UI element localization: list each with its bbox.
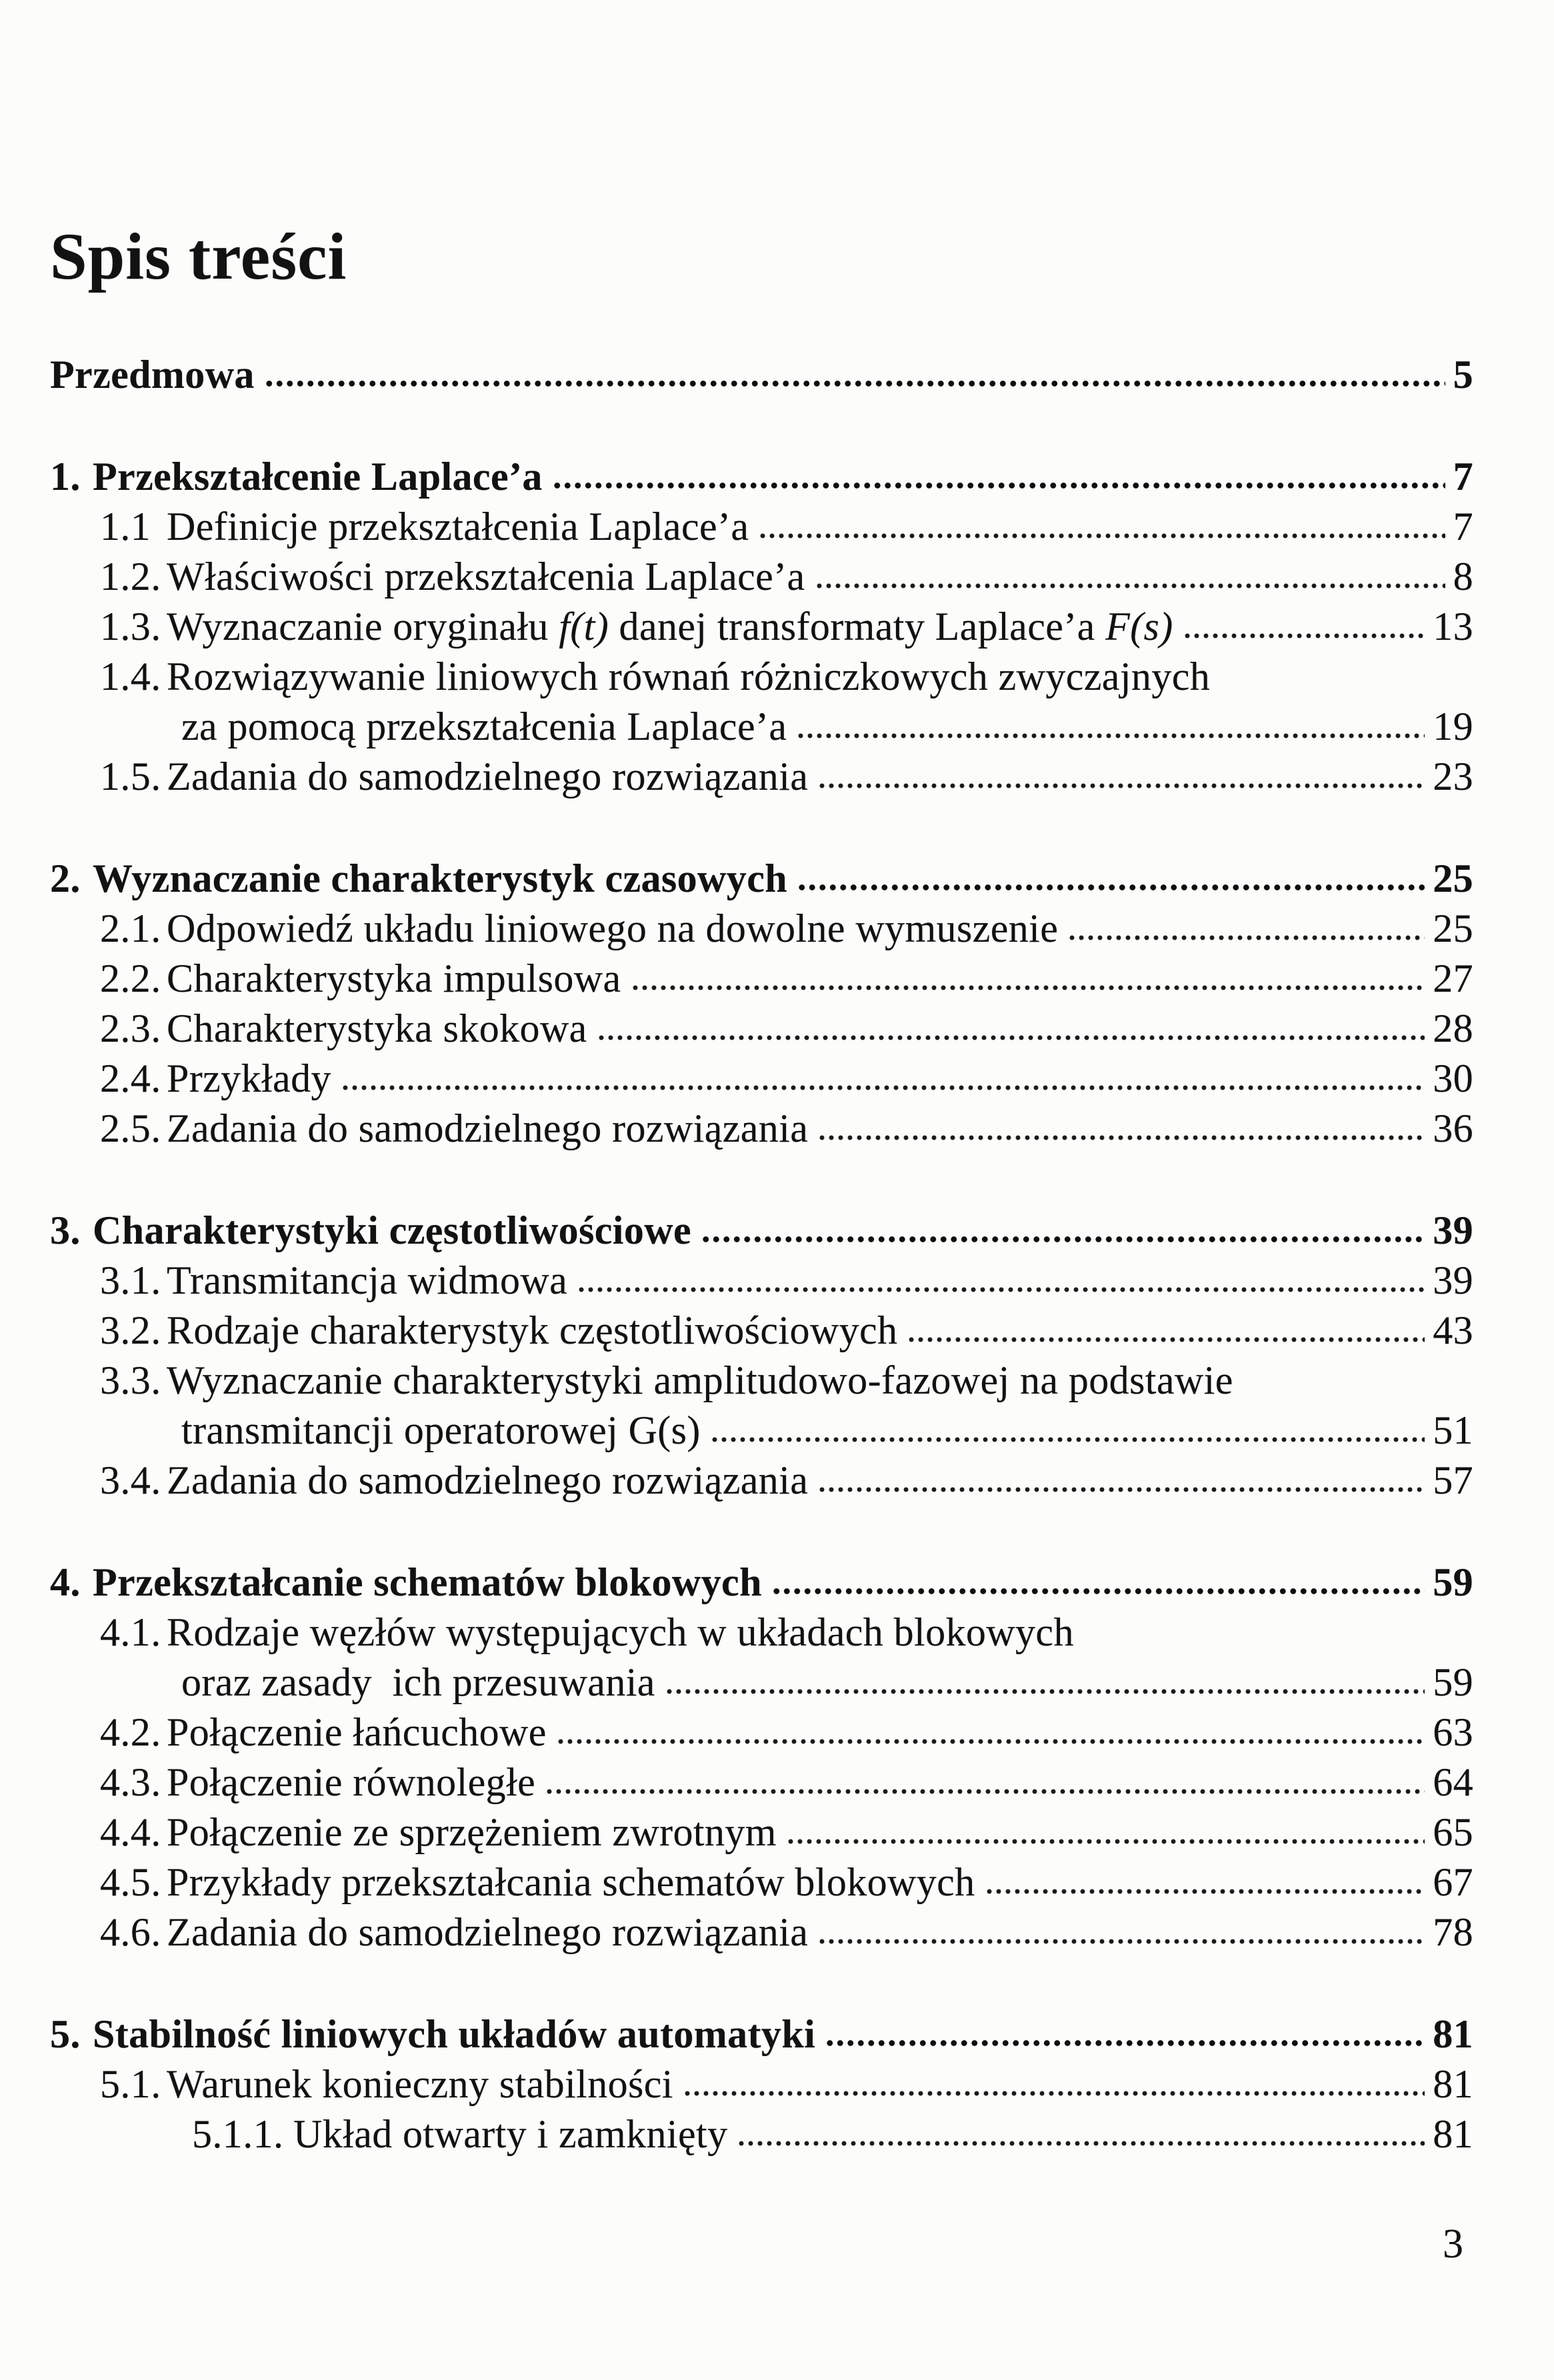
entry-label: Przedmowa — [50, 353, 255, 397]
entry-label: Właściwości przekształcenia Laplace’a — [167, 555, 805, 598]
entry-label: Rodzaje charakterystyk częstotliwościowych — [167, 1308, 898, 1352]
toc-entry — [50, 1708, 1473, 1758]
entry-label: Charakterystyka impulsowa — [167, 956, 621, 1000]
entry-page-number: 36 — [1433, 1106, 1473, 1150]
toc-entry-preface — [50, 350, 1473, 400]
dot-leader — [771, 1587, 1425, 1596]
toc-entry — [50, 502, 1473, 552]
dot-leader — [545, 1787, 1425, 1795]
entry-page-number: 7 — [1453, 505, 1473, 549]
entry-number: 4.6. — [100, 1910, 161, 1954]
entry-number: 2. — [50, 856, 81, 900]
entry-page-number: 64 — [1433, 1760, 1473, 1804]
entry-page-number: 8 — [1453, 555, 1473, 598]
entry-page-number: 81 — [1433, 2112, 1473, 2156]
toc-entry — [50, 1807, 1473, 1857]
entry-label: Warunek konieczny stabilności — [167, 2062, 673, 2106]
dot-leader — [341, 1084, 1425, 1092]
entry-label: Zadania do samodzielnego rozwiązania — [167, 754, 809, 798]
toc-section-4 — [50, 1558, 1473, 1957]
toc-section-1 — [50, 452, 1473, 802]
entry-number: 4.2. — [100, 1710, 161, 1754]
entry-label: oraz zasady ich przesuwania — [181, 1660, 655, 1704]
entry-page-number: 57 — [1433, 1458, 1473, 1502]
toc-entry — [50, 1104, 1473, 1154]
toc-entry-continuation — [50, 1658, 1473, 1708]
toc-entry-chapter — [50, 1558, 1473, 1608]
entry-number: 2.1. — [100, 906, 161, 950]
toc-entry-first-line — [50, 1608, 1473, 1658]
dot-leader — [786, 1837, 1425, 1845]
entry-page-number: 65 — [1433, 1810, 1473, 1854]
dot-leader — [817, 1134, 1425, 1142]
entry-number: 3.2. — [100, 1308, 161, 1352]
entry-page-number: 23 — [1433, 754, 1473, 798]
dot-leader — [264, 379, 1445, 388]
entry-number: 3.4. — [100, 1458, 161, 1502]
entry-label: Połączenie ze sprzężeniem zwrotnym — [167, 1810, 777, 1854]
entry-label: Układ otwarty i zamknięty — [293, 2112, 728, 2156]
entry-label: Zadania do samodzielnego rozwiązania — [167, 1910, 809, 1954]
entry-number: 3. — [50, 1208, 81, 1252]
toc-entry — [50, 1456, 1473, 1506]
entry-label: Odpowiedź układu liniowego na dowolne wymuszenie — [167, 906, 1059, 950]
toc-entry-chapter — [50, 854, 1473, 904]
dot-leader — [815, 582, 1445, 590]
toc-section-2 — [50, 854, 1473, 1154]
dot-leader — [817, 1486, 1425, 1494]
toc-entry-chapter — [50, 1206, 1473, 1256]
dot-leader — [710, 1436, 1425, 1444]
toc-entry — [50, 1256, 1473, 1306]
toc-entry-first-line — [50, 652, 1473, 702]
entry-page-number: 81 — [1433, 2062, 1473, 2106]
entry-label: Wyznaczanie charakterystyk czasowych — [93, 856, 787, 900]
entry-number: 2.3. — [100, 1006, 161, 1050]
dot-leader — [737, 2139, 1425, 2147]
dot-leader — [631, 984, 1425, 992]
entry-label-italic-fs: F(s) — [1105, 604, 1173, 648]
entry-label: Połączenie łańcuchowe — [167, 1710, 547, 1754]
dot-leader — [817, 782, 1425, 790]
entry-page-number: 13 — [1433, 604, 1473, 648]
entry-label: Definicje przekształcenia Laplace’a — [167, 505, 749, 549]
toc-section-3 — [50, 1206, 1473, 1506]
entry-number: 5. — [50, 2012, 81, 2056]
toc-entry — [50, 1054, 1473, 1104]
entry-number: 4.1. — [100, 1610, 161, 1654]
dot-leader — [577, 1286, 1425, 1294]
toc-entry — [50, 1907, 1473, 1957]
entry-page-number: 59 — [1433, 1660, 1473, 1704]
toc-entry — [50, 602, 1473, 652]
entry-label: Przykłady przekształcania schematów blokowych — [167, 1860, 975, 1904]
toc-entry — [50, 1758, 1473, 1807]
entry-label: Zadania do samodzielnego rozwiązania — [167, 1458, 809, 1502]
table-of-contents — [50, 350, 1473, 2159]
entry-label-text: Wyznaczanie oryginału — [167, 604, 559, 648]
entry-number: 4.3. — [100, 1760, 161, 1804]
dot-leader — [758, 532, 1445, 540]
entry-page-number: 63 — [1433, 1710, 1473, 1754]
entry-label: transmitancji operatorowej G(s) — [181, 1408, 701, 1452]
dot-leader — [825, 2039, 1425, 2047]
toc-entry — [50, 1004, 1473, 1054]
entry-label: Przekształcenie Laplace’a — [93, 455, 543, 499]
toc-entry-continuation — [50, 1406, 1473, 1456]
entry-page-number: 43 — [1433, 1308, 1473, 1352]
dot-leader — [597, 1034, 1425, 1042]
entry-label: Połączenie równoległe — [167, 1760, 536, 1804]
dot-leader — [1067, 934, 1425, 942]
toc-entry-first-line — [50, 1356, 1473, 1406]
dot-leader — [556, 1738, 1425, 1746]
entry-label: Transmitancja widmowa — [167, 1258, 568, 1302]
toc-entry — [50, 904, 1473, 954]
entry-label: Charakterystyka skokowa — [167, 1006, 587, 1050]
entry-page-number: 7 — [1453, 455, 1473, 499]
entry-number: 3.1. — [100, 1258, 161, 1302]
entry-page-number: 5 — [1453, 353, 1473, 397]
entry-number: 1.3. — [100, 604, 161, 648]
entry-page-number: 28 — [1433, 1006, 1473, 1050]
entry-number: 4.4. — [100, 1810, 161, 1854]
page-title: Spis treści — [50, 219, 347, 293]
dot-leader — [552, 481, 1445, 490]
entry-label: Przykłady — [167, 1056, 331, 1100]
entry-page-number: 19 — [1433, 704, 1473, 748]
entry-label: Rozwiązywanie liniowych równań różniczkowych zwyczajnych — [167, 654, 1211, 698]
entry-page-number: 25 — [1433, 856, 1473, 900]
entry-page-number: 59 — [1433, 1560, 1473, 1604]
dot-leader — [1183, 632, 1425, 640]
entry-number: 1. — [50, 455, 81, 499]
entry-page-number: 39 — [1433, 1258, 1473, 1302]
dot-leader — [907, 1336, 1425, 1344]
dot-leader — [665, 1688, 1425, 1696]
toc-entry — [50, 752, 1473, 802]
dot-leader — [797, 883, 1425, 892]
entry-number: 4. — [50, 1560, 81, 1604]
toc-entry — [50, 1857, 1473, 1907]
page-number: 3 — [1443, 2221, 1463, 2267]
entry-page-number: 25 — [1433, 906, 1473, 950]
toc-entry-continuation — [50, 702, 1473, 752]
entry-page-number: 39 — [1433, 1208, 1473, 1252]
entry-number: 1.2. — [100, 555, 161, 598]
toc-entry — [50, 954, 1473, 1004]
entry-page-number: 30 — [1433, 1056, 1473, 1100]
toc-entry-chapter — [50, 2009, 1473, 2059]
entry-number: 5.1. — [100, 2062, 161, 2106]
entry-label — [167, 602, 1173, 652]
entry-page-number: 51 — [1433, 1408, 1473, 1452]
entry-label: Zadania do samodzielnego rozwiązania — [167, 1106, 809, 1150]
dot-leader — [796, 732, 1425, 740]
entry-number: 2.4. — [100, 1056, 161, 1100]
entry-number: 2.2. — [100, 956, 161, 1000]
entry-number: 2.5. — [100, 1106, 161, 1150]
toc-section-5 — [50, 2009, 1473, 2159]
entry-page-number: 78 — [1433, 1910, 1473, 1954]
entry-label: za pomocą przekształcenia Laplace’a — [181, 704, 787, 748]
entry-number: 3.3. — [100, 1358, 161, 1402]
entry-label-italic-ft: f(t) — [559, 604, 609, 648]
toc-entry — [50, 1306, 1473, 1356]
entry-label: Przekształcanie schematów blokowych — [93, 1560, 762, 1604]
entry-label: Wyznaczanie charakterystyki amplitudowo-fazowej na podstawie — [167, 1358, 1233, 1402]
entry-number: 1.4. — [100, 654, 161, 698]
entry-label-text: danej transformaty Laplace’a — [609, 604, 1106, 648]
entry-page-number: 27 — [1433, 956, 1473, 1000]
toc-entry — [50, 552, 1473, 602]
toc-entry-chapter — [50, 452, 1473, 502]
entry-label: Charakterystyki częstotliwościowe — [93, 1208, 691, 1252]
dot-leader — [985, 1887, 1425, 1895]
entry-label: Stabilność liniowych układów automatyki — [93, 2012, 816, 2056]
entry-page-number: 81 — [1433, 2012, 1473, 2056]
entry-label: Rodzaje węzłów występujących w układach blokowych — [167, 1610, 1074, 1654]
toc-entry — [50, 2059, 1473, 2109]
entry-number: 1.5. — [100, 754, 161, 798]
dot-leader — [701, 1235, 1425, 1244]
entry-number: 5.1.1. — [192, 2112, 284, 2156]
entry-number: 1.1 — [100, 505, 151, 549]
dot-leader — [683, 2089, 1425, 2097]
entry-page-number: 67 — [1433, 1860, 1473, 1904]
toc-entry-sub — [50, 2109, 1473, 2159]
entry-number: 4.5. — [100, 1860, 161, 1904]
dot-leader — [817, 1937, 1425, 1945]
